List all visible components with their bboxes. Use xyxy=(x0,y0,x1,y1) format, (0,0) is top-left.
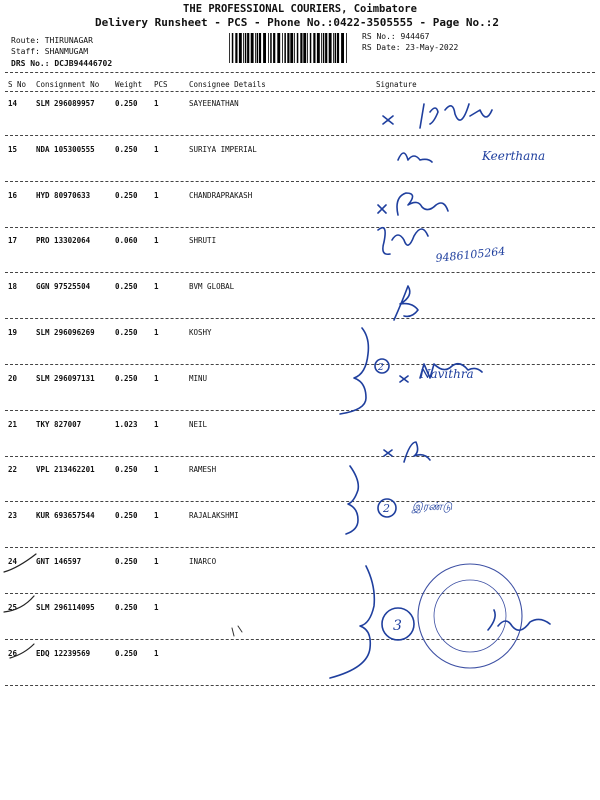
row-separator xyxy=(5,685,595,686)
barcode-bar xyxy=(235,33,237,63)
barcode-bar xyxy=(300,33,302,63)
barcode-bar xyxy=(335,33,337,63)
col-weight: Weight xyxy=(115,80,143,89)
row-weight: 1.023 xyxy=(115,419,138,429)
row-consignee: KOSHY xyxy=(189,328,212,337)
signature-row-17 xyxy=(378,228,428,255)
row-sno: 15 xyxy=(8,144,18,154)
barcode-bar xyxy=(282,33,283,63)
col-sno: S No xyxy=(8,80,27,89)
row-sno: 21 xyxy=(8,419,18,429)
row-weight: 0.250 xyxy=(115,465,138,475)
row-consignee: RAJALAKSHMI xyxy=(189,511,239,521)
row-pcs: 1 xyxy=(154,236,159,246)
rs-no-label: RS No.: xyxy=(362,32,396,41)
signature-rows-24-26 xyxy=(488,610,550,630)
row-separator xyxy=(5,272,595,273)
row-consignment: NDA 105300555 xyxy=(36,144,95,154)
barcode-bar xyxy=(259,33,261,63)
drs-line xyxy=(11,59,112,68)
barcode-bar xyxy=(290,33,293,63)
row-sno: 23 xyxy=(8,511,18,521)
row-pcs: 1 xyxy=(154,282,159,292)
row-consignee: NEIL xyxy=(189,419,208,429)
row-sno: 20 xyxy=(8,373,18,383)
barcode-bar xyxy=(255,33,256,63)
signature-row-21 xyxy=(384,442,430,462)
route-label: Route: xyxy=(11,36,40,45)
row-sno: 14 xyxy=(8,99,18,108)
barcode-bar xyxy=(273,33,275,63)
row-consignee: SHRUTI xyxy=(189,236,217,246)
barcode-bar xyxy=(321,33,322,63)
scribble-mark xyxy=(232,626,242,636)
rs-date-label: RS Date: xyxy=(362,43,401,52)
row-pcs: 1 xyxy=(154,328,159,337)
row-separator xyxy=(5,410,595,411)
rs-no-line xyxy=(362,32,429,41)
row-consignment: VPL 213462201 xyxy=(36,465,95,475)
barcode-bar xyxy=(310,33,312,63)
barcode-bar xyxy=(251,33,254,63)
barcode-bar xyxy=(341,33,344,63)
company-title: THE PROFESSIONAL COURIERS, Coimbatore xyxy=(183,3,417,15)
row-pcs: 1 xyxy=(154,144,159,154)
barcode-bar xyxy=(303,33,306,63)
barcode-bar xyxy=(229,33,230,63)
circle-rows-24-26 xyxy=(382,608,414,640)
row-pcs: 1 xyxy=(154,557,159,566)
row-separator xyxy=(5,501,595,502)
row-consignment: HYD 80970633 xyxy=(36,190,91,200)
row-weight: 0.250 xyxy=(115,511,138,521)
col-consignment: Consignment No xyxy=(36,80,100,89)
barcode-bar xyxy=(317,33,320,63)
drs-value: DCJB94446702 xyxy=(54,59,113,68)
barcode-bar xyxy=(337,33,339,63)
row-separator xyxy=(5,456,595,457)
row-pcs: 1 xyxy=(154,373,159,383)
row-separator xyxy=(5,593,595,594)
staff-label: Staff: xyxy=(11,47,40,56)
col-consignee: Consignee Details xyxy=(189,80,266,89)
barcode-bar xyxy=(277,33,280,63)
barcode-bar xyxy=(307,33,308,63)
barcode-bar xyxy=(243,33,244,63)
handwritten-tamil-rows-22-23: இரண்டு xyxy=(412,500,453,513)
row-consignee: BVM GLOBAL xyxy=(189,282,235,292)
barcode-bar xyxy=(245,33,247,63)
row-consignment: SLM 296114095 xyxy=(36,602,95,612)
row-weight: 0.250 xyxy=(115,328,138,337)
row-pcs: 1 xyxy=(154,465,159,475)
route-line xyxy=(11,36,93,45)
signature-rows-19-20 xyxy=(400,364,482,382)
handwritten-num-rows-19-20: 2 xyxy=(378,363,384,373)
row-consignment: SLM 296096269 xyxy=(36,328,95,337)
row-sno: 24 xyxy=(8,557,18,566)
row-consignment: SLM 296089957 xyxy=(36,99,95,108)
row-weight: 0.250 xyxy=(115,648,138,658)
row-consignee: SAYEENATHAN xyxy=(189,99,239,108)
handwritten-num-rows-22-23: 2 xyxy=(383,502,390,515)
brace-rows-24-26 xyxy=(330,566,374,678)
row-sno: 26 xyxy=(8,648,18,658)
row-consignment: GGN 97525504 xyxy=(36,282,91,292)
handwritten-name-rows-19-20: Navithra xyxy=(420,367,474,381)
row-pcs: 1 xyxy=(154,511,159,521)
handwritten-phone-row-17: 9486105264 xyxy=(434,244,506,265)
row-sno: 22 xyxy=(8,465,18,475)
barcode-bar xyxy=(294,33,295,63)
barcode-bar xyxy=(325,33,327,63)
signature-row-18 xyxy=(394,286,418,320)
row-sno: 16 xyxy=(8,190,18,200)
header-bottom-rule xyxy=(5,91,595,92)
barcode-bar xyxy=(268,33,269,63)
col-pcs: PCS xyxy=(154,80,168,89)
row-consignment: EDQ 12239569 xyxy=(36,648,91,658)
runsheet-subtitle: Delivery Runsheet - PCS - Phone No.:0422-3505555 - Page No.:2 xyxy=(95,16,499,29)
route-value: THIRUNAGAR xyxy=(44,36,93,45)
drs-label: DRS No.: xyxy=(11,59,50,68)
col-signature: Signature xyxy=(376,80,417,89)
row-separator xyxy=(5,547,595,548)
brace-rows-22-23 xyxy=(346,466,358,534)
barcode-bar xyxy=(270,33,272,63)
row-weight: 0.250 xyxy=(115,373,138,383)
barcode-bar xyxy=(333,33,334,63)
row-pcs: 1 xyxy=(154,419,159,429)
rs-date-line xyxy=(362,43,458,52)
barcode-bar xyxy=(284,33,286,63)
row-consignment: SLM 296097131 xyxy=(36,373,95,383)
signature-row-15 xyxy=(398,153,432,162)
staff-value: SHANMUGAM xyxy=(44,47,89,56)
barcode-bar xyxy=(257,33,259,63)
row-weight: 0.060 xyxy=(115,236,138,246)
row-consignee: RAMESH xyxy=(189,465,217,475)
row-consignee: MINU xyxy=(189,373,208,383)
row-consignee: INARCO xyxy=(189,557,217,566)
barcode-bar xyxy=(247,33,249,63)
row-consignment: PRO 13302064 xyxy=(36,236,91,246)
barcode-bar xyxy=(263,33,266,63)
row-weight: 0.250 xyxy=(115,557,138,566)
row-sno: 18 xyxy=(8,282,18,292)
barcode-bar xyxy=(346,33,347,63)
row-separator xyxy=(5,639,595,640)
signature-row-16 xyxy=(378,193,448,215)
row-weight: 0.250 xyxy=(115,144,138,154)
circle-rows-19-20 xyxy=(375,359,389,373)
row-weight: 0.250 xyxy=(115,99,138,108)
barcode-bar xyxy=(232,33,234,63)
row-sno: 17 xyxy=(8,236,18,246)
company-stamp xyxy=(418,564,522,668)
barcode-bar xyxy=(323,33,325,63)
barcode-bar xyxy=(313,33,315,63)
row-sno: 19 xyxy=(8,328,18,337)
barcode-bar xyxy=(239,33,242,63)
header-top-rule xyxy=(5,72,595,73)
row-separator xyxy=(5,318,595,319)
row-consignee: SURIYA IMPERIAL xyxy=(189,144,257,154)
row-pcs: 1 xyxy=(154,602,159,612)
row-separator xyxy=(5,135,595,136)
row-consignment: TKY 827007 xyxy=(36,419,82,429)
barcode xyxy=(229,33,349,63)
row-weight: 0.250 xyxy=(115,602,138,612)
handwritten-name-row-15: Keerthana xyxy=(482,149,546,163)
row-consignee: CHANDRAPRAKASH xyxy=(189,190,253,200)
barcode-bar xyxy=(297,33,299,63)
rs-date-value: 23-May-2022 xyxy=(405,43,459,52)
row-consignment: KUR 693657544 xyxy=(36,511,95,521)
row-pcs: 1 xyxy=(154,190,159,200)
row-separator xyxy=(5,181,595,182)
row-sno: 25 xyxy=(8,602,18,612)
rs-no-value: 944467 xyxy=(400,32,430,41)
row-separator xyxy=(5,364,595,365)
barcode-bar xyxy=(287,33,289,63)
row-consignment: GNT 146597 xyxy=(36,557,82,566)
row-weight: 0.250 xyxy=(115,190,138,200)
row-pcs: 1 xyxy=(154,99,159,108)
barcode-bar xyxy=(329,33,332,63)
handwritten-num-rows-24-26: 3 xyxy=(393,618,402,634)
row-separator xyxy=(5,227,595,228)
signature-row-14 xyxy=(383,104,492,128)
row-weight: 0.250 xyxy=(115,282,138,292)
brace-rows-19-20 xyxy=(340,328,368,414)
staff-line xyxy=(11,47,88,56)
row-pcs: 1 xyxy=(154,648,159,658)
